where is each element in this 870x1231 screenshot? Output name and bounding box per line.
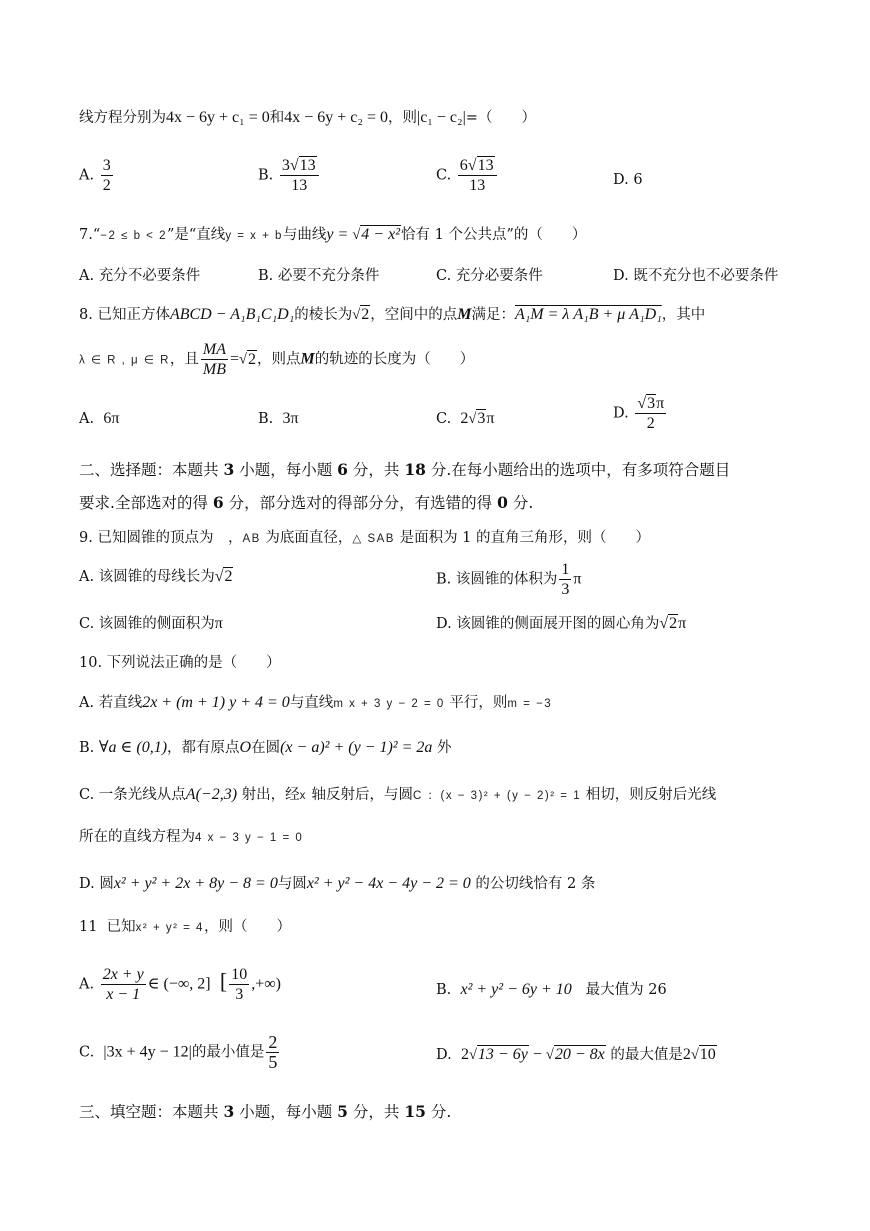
option-label: D.: [436, 1047, 452, 1063]
q6-option-b: [258, 156, 321, 195]
numerator: MA: [202, 341, 226, 358]
option-label: C.: [436, 411, 452, 427]
q10-option-c-line2: [79, 827, 303, 848]
q10-c-circle: C ：(x − 3)² + (y − 2)² = 1: [413, 790, 582, 802]
q6-stem: [79, 108, 536, 128]
q8-text: 的轨迹的长度为（ ）: [314, 351, 475, 368]
option-text: ，都有原点: [167, 740, 240, 756]
option-text: A. 若直线: [79, 695, 143, 711]
q8-option-b: [258, 409, 299, 429]
option-text: 相切，则反射后光线: [585, 787, 717, 803]
q8-vector-eq: A₁M = λ A₁B + μ A₁D₁: [514, 306, 662, 323]
q10-d-eq2: x² + y² − 4x − 4y − 2 = 0: [306, 875, 471, 892]
sqrt-icon: √: [352, 227, 361, 243]
fraction: [101, 156, 113, 195]
q7-option-c: C. 充分必要条件: [436, 268, 543, 284]
section-number: 5: [337, 1102, 348, 1121]
pi-symbol: π: [656, 395, 665, 412]
sqrt-icon: √: [289, 157, 299, 174]
section-2-heading-line1: [79, 458, 730, 480]
option-text: 的最小值是: [191, 1044, 265, 1061]
q7-text: ”是“直线: [166, 227, 226, 243]
sqrt-icon: √: [468, 411, 477, 427]
option-text: A. 该圆锥的母线长为: [79, 569, 215, 585]
section-3-heading: [79, 1100, 451, 1122]
q8-params: λ ∈ R , μ ∈ R: [79, 354, 170, 367]
option-label: A.: [79, 167, 95, 184]
denominator: 3: [235, 986, 244, 1003]
section-text: 分.: [430, 461, 452, 479]
denominator: MB: [202, 361, 226, 378]
option-label: C.: [436, 167, 452, 184]
option-text: 平行，则: [449, 695, 508, 711]
q9-option-a: [79, 567, 233, 587]
fraction: [201, 340, 228, 379]
q7-condition: −2 ≤ b < 2: [100, 230, 167, 242]
q6-tail: =（ ）: [465, 110, 536, 126]
q9-triangle: △ SAB: [352, 533, 395, 545]
q11-eq: x² + y² = 4: [135, 922, 204, 934]
option-label: D.: [613, 172, 629, 188]
denominator: 2: [646, 415, 655, 432]
q7-option-b: B. 必要不充分条件: [258, 268, 380, 284]
radicand: 3: [647, 395, 656, 412]
option-text: 外: [437, 740, 452, 756]
sqrt-icon: √: [239, 351, 247, 368]
q8-text: ，则点: [257, 351, 301, 368]
question-number: 7.: [79, 227, 93, 243]
fraction: [458, 156, 497, 195]
q10-a-eq3: m = −3: [507, 698, 553, 710]
denominator: 13: [469, 177, 486, 194]
denominator: 13: [291, 177, 308, 194]
q7-line-eq: y = x + b: [225, 230, 283, 242]
option-label: A.: [79, 976, 95, 993]
sqrt-icon: √: [637, 395, 647, 412]
sqrt-icon: √: [467, 157, 477, 174]
q11-c-abs: |3x + 4y − 12|: [103, 1043, 192, 1061]
option-text: C. 一条光线从点: [79, 787, 186, 803]
numerator: 1: [561, 561, 570, 578]
radicand: 13 − 6y: [477, 1046, 528, 1063]
option-text: 在圆: [251, 740, 281, 756]
q9-option-b: [436, 560, 581, 599]
q6-abs: |c₁ − c₂|: [417, 109, 466, 126]
q11-a-interval: ∈ (−∞, 2]: [147, 975, 211, 993]
q8-text: ，空间中的点: [370, 307, 458, 323]
q10-a-eq1: 2x + (m + 1) y + 4 = 0: [142, 694, 290, 711]
numerator: 2: [268, 1032, 278, 1052]
option-label: B.: [258, 411, 274, 427]
section-text: 小题，每小题: [239, 461, 333, 479]
sqrt-icon: √: [352, 307, 361, 323]
section-number: 15: [404, 1102, 426, 1121]
option-text: 射出，经: [241, 787, 300, 803]
option-text: B. 该圆锥的体积为: [436, 571, 558, 588]
q7-option-a: A. 充分不必要条件: [79, 268, 201, 284]
section-number: 3: [223, 460, 235, 479]
sqrt-icon: √: [214, 568, 224, 585]
section-number: 0: [497, 493, 508, 512]
section-text: 在每小题给出的选项中，有多项符合题目: [451, 461, 731, 479]
q10-a-eq2: m x + 3 y − 2 = 0: [333, 698, 445, 710]
section-text: 小题，每小题: [239, 1103, 333, 1121]
q8-stem-line1: [79, 305, 705, 325]
option-text: D. 圆: [79, 876, 114, 892]
q8-option-a: [79, 409, 119, 429]
coefficient: 2: [682, 1046, 691, 1063]
q11-option-d: [436, 1045, 717, 1065]
coefficient: 2: [460, 1046, 469, 1063]
q10-c-eq: 4 x − 3 y − 1 = 0: [195, 832, 304, 844]
q10-c-x: x: [299, 790, 307, 802]
option-label: B.: [258, 167, 274, 184]
section-text: 分.: [512, 494, 534, 512]
section-number: 6: [337, 460, 348, 479]
q6-and: 和: [269, 110, 285, 126]
numerator: [458, 156, 497, 176]
q9-option-d: [436, 614, 686, 634]
q10-option-d: [79, 874, 595, 894]
coefficient: 3: [281, 157, 290, 174]
option-text: 轴反射后，与圆: [311, 787, 413, 803]
q11-a-tail: ,+∞): [251, 975, 281, 993]
option-text: B.: [79, 740, 95, 756]
fraction: [266, 1033, 279, 1072]
equals: =: [230, 350, 240, 368]
q9-text: 为底面直径，: [265, 530, 353, 546]
question-number: 9.: [79, 530, 93, 546]
q10-option-c-line1: [79, 785, 716, 806]
q9-text: 已知圆锥的顶点为 ，: [97, 530, 243, 546]
q7-stem: [79, 225, 586, 246]
q10-stem: 10. 下列说法正确的是（ ）: [79, 655, 281, 671]
option-text: C. 该圆锥的侧面积为: [79, 616, 215, 632]
radicand: 13: [299, 157, 316, 174]
section-text: 三、填空题：本题共: [79, 1103, 219, 1121]
sqrt-icon: √: [690, 1047, 699, 1063]
q9-option-c: [79, 614, 223, 634]
q8-text: 已知正方体: [97, 307, 170, 323]
option-text: 最大值为 26: [585, 982, 667, 998]
radicand: 2: [224, 568, 233, 585]
q11-option-c: [79, 1033, 281, 1072]
q8-text: 的棱长为: [294, 307, 353, 323]
q8-stem-line2: [79, 340, 474, 379]
radicand: 4 − x²: [361, 226, 400, 243]
sqrt-icon: √: [468, 1047, 477, 1063]
denominator: x − 1: [106, 986, 141, 1003]
q11-text: 已知: [106, 919, 136, 935]
numerator: [280, 156, 319, 176]
section-text: 全部选对的得: [114, 494, 208, 512]
section-text: 分.: [430, 1103, 452, 1121]
sqrt-icon: √: [659, 615, 669, 632]
section-text: 要求.: [79, 494, 115, 512]
option-text: 的最大值是: [610, 1047, 683, 1063]
radicand: 2: [248, 350, 256, 368]
q6-option-a: [79, 156, 115, 195]
q6-then: ，则: [388, 110, 417, 126]
pi-symbol: π: [486, 410, 495, 427]
q8-option-d: [613, 394, 668, 433]
section-2-heading-line2: [79, 491, 533, 513]
question-number: 8.: [79, 307, 93, 323]
option-label: B.: [436, 982, 452, 998]
numerator: [635, 394, 666, 414]
q8-cube: ABCD − A₁B₁C₁D₁: [169, 306, 295, 323]
option-label: D.: [613, 405, 629, 422]
fraction: [101, 965, 146, 1004]
section-number: 18: [404, 460, 426, 479]
coefficient: 2: [460, 410, 469, 427]
section-text: 二、选择题：本题共: [79, 461, 219, 479]
option-text: 的公切线恰有 2 条: [475, 876, 596, 892]
q8-option-c: [436, 409, 494, 429]
q10-option-a: [79, 693, 552, 714]
fraction: [280, 156, 319, 195]
radicand: 13: [477, 157, 494, 174]
q7-text: 恰有 1 个公共点”的（ ）: [401, 227, 587, 243]
q11-option-a: [79, 965, 281, 1004]
numerator: 3: [102, 157, 111, 174]
q11-stem: [79, 917, 291, 938]
radicand: 10: [699, 1046, 716, 1063]
q9-text: 是面积为 1 的直角三角形，则（ ）: [399, 530, 651, 546]
option-value: 3π: [282, 410, 299, 427]
q6-eq1: 4x − 6y + c₁ = 0: [166, 109, 270, 126]
option-label: C.: [79, 1044, 95, 1061]
option-text: 与圆: [277, 876, 307, 892]
radicand: 3: [477, 410, 486, 427]
section-number: 3: [223, 1102, 235, 1121]
q6-stem-prefix: 线方程分别为: [79, 110, 166, 126]
q10-c-point: A(−2,3): [185, 786, 238, 803]
q11-option-b: [436, 980, 667, 1000]
pi-symbol: π: [678, 615, 687, 632]
q7-curve-lhs: y =: [326, 226, 353, 243]
numerator: 10: [231, 966, 248, 983]
q7-option-d: D. 既不充分也不必要条件: [613, 268, 779, 284]
section-text: 分，共: [352, 461, 400, 479]
q11-text: ，则（ ）: [203, 919, 291, 935]
coefficient: 6: [459, 157, 468, 174]
q7-text: 与曲线: [282, 227, 327, 243]
q10-b-origin: O: [239, 739, 252, 756]
q8-point-m: M: [457, 306, 472, 323]
q6-eq2: 4x − 6y + c₂ = 0: [284, 109, 388, 126]
radicand: 2: [361, 306, 370, 323]
q11-b-eq: x² + y² − 6y + 10: [460, 981, 572, 998]
q6-option-c: [436, 156, 499, 195]
q10-b-eq1: ∀a ∈ (0,1): [98, 739, 168, 756]
option-value: 6π: [103, 410, 120, 427]
question-number: 11: [79, 919, 98, 935]
section-number: 6: [212, 493, 224, 512]
q8-text: ，其中: [661, 307, 706, 323]
q8-text: 满足：: [471, 307, 515, 323]
fraction: [559, 560, 571, 599]
fraction: [229, 965, 249, 1004]
q7-text: “: [92, 227, 101, 243]
radicand: 2: [669, 615, 678, 632]
numerator: 2x + y: [102, 966, 144, 983]
option-label: A.: [79, 411, 95, 427]
q6-option-d: [613, 170, 643, 190]
bracket: [: [219, 968, 228, 994]
section-text: 分，部分选对的得部分分，有选错的得: [228, 494, 493, 512]
q8-point-m: M: [300, 350, 315, 368]
pi-symbol: π: [573, 570, 582, 588]
option-text: 所在的直线方程为: [79, 829, 195, 845]
radicand: 20 − 8x: [554, 1046, 605, 1063]
q8-text: ，且: [169, 351, 199, 368]
sqrt-icon: √: [545, 1047, 554, 1063]
q10-d-eq1: x² + y² + 2x + 8y − 8 = 0: [113, 875, 278, 892]
pi-symbol: π: [214, 615, 223, 632]
fraction: [635, 394, 666, 433]
section-text: 分，共: [352, 1103, 400, 1121]
option-text: 与直线: [289, 695, 334, 711]
denominator: 2: [102, 177, 111, 194]
denominator: 3: [561, 581, 570, 598]
q10-option-b: [79, 738, 452, 758]
q9-ab: AB: [242, 533, 261, 545]
denominator: 5: [268, 1052, 278, 1072]
option-text: D. 该圆锥的侧面展开图的圆心角为: [436, 616, 660, 632]
option-value: 6: [633, 172, 643, 188]
minus: −: [528, 1046, 546, 1063]
q10-b-eq2: (x − a)² + (y − 1)² = 2a: [280, 739, 433, 756]
q9-stem: [79, 528, 650, 549]
